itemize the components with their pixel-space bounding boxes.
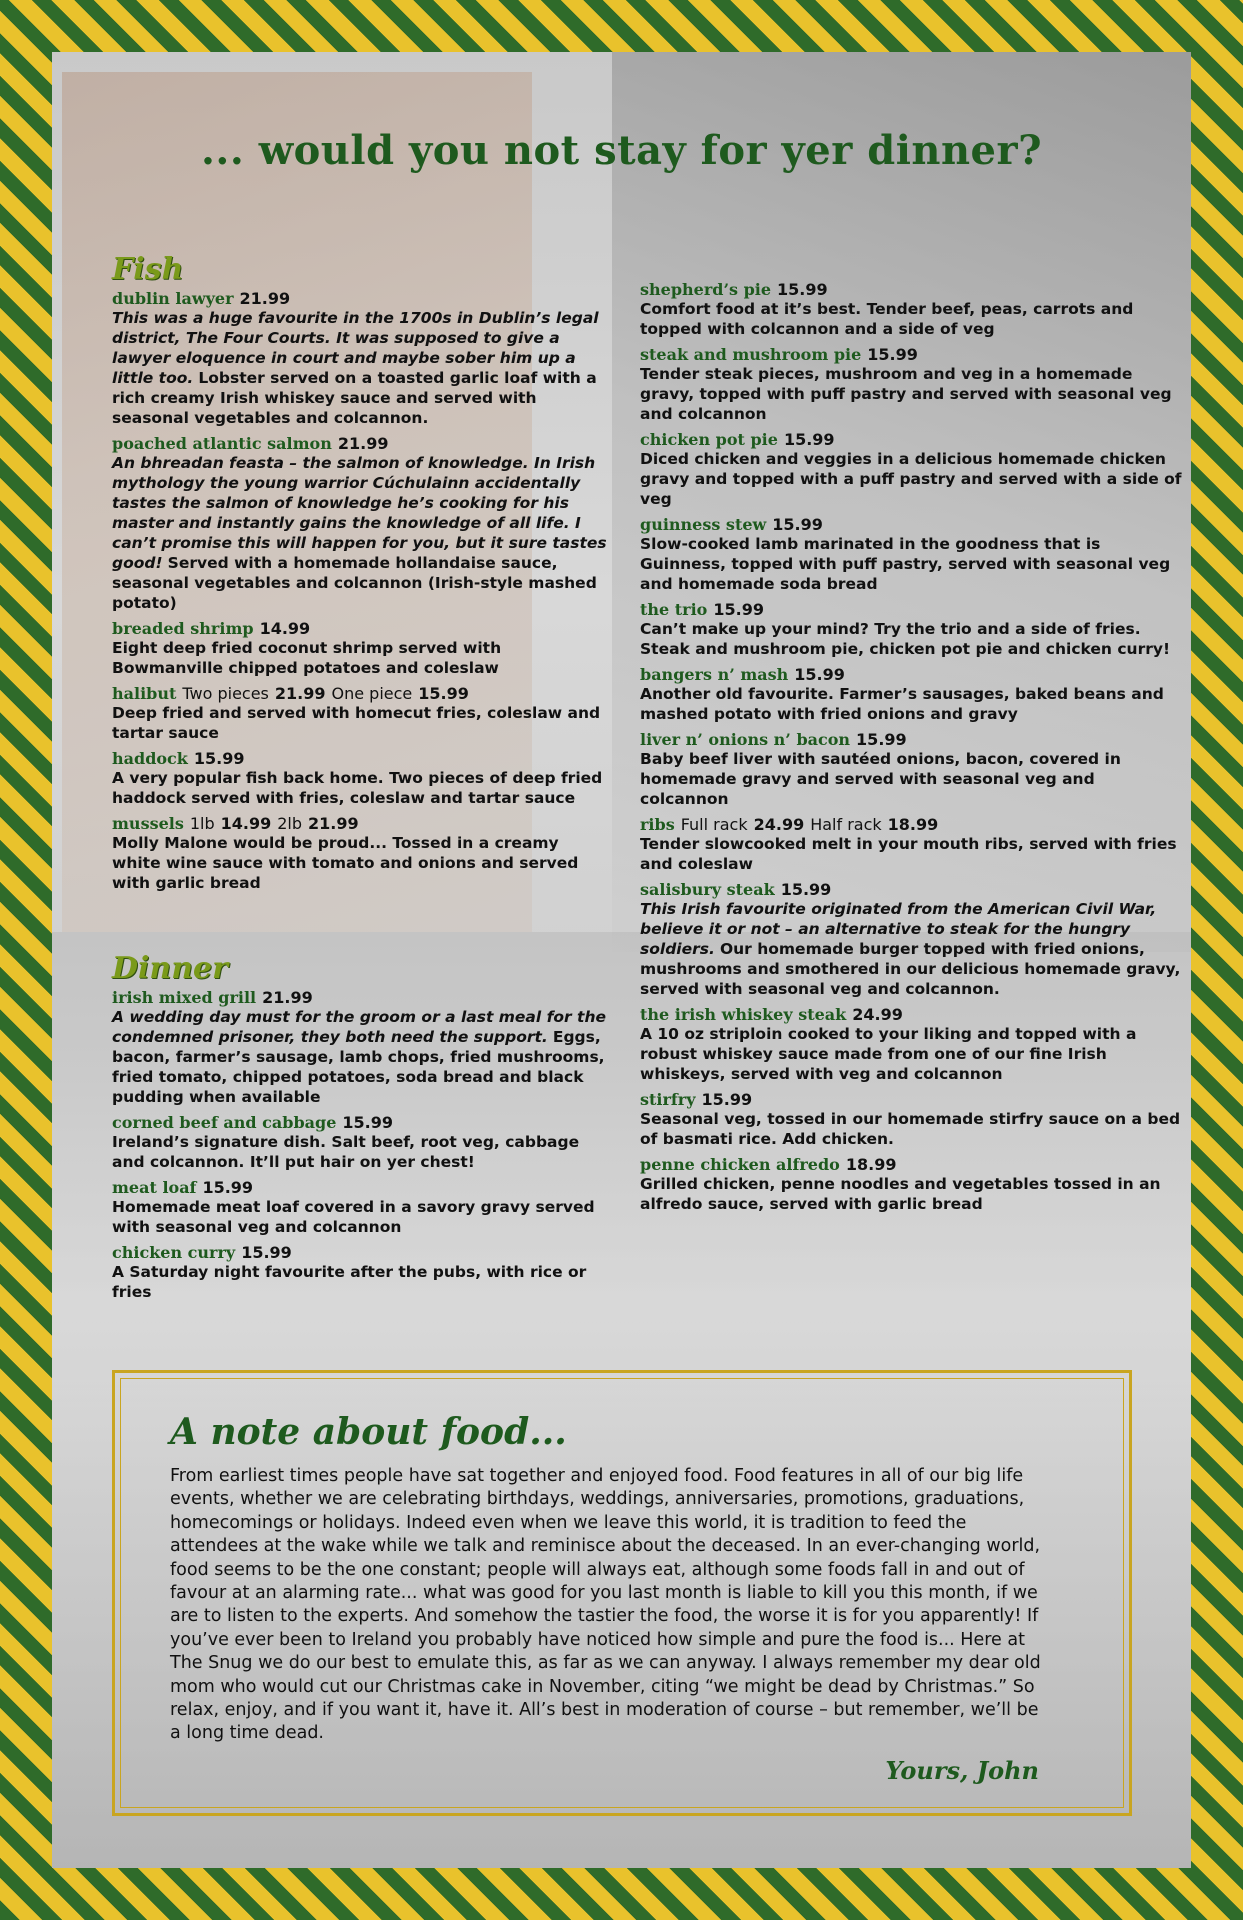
note-signature: Yours, John xyxy=(885,1756,1039,1785)
menu-item-story: A wedding day must for the groom or a last meal for the condemned prisoner, they both need the support. xyxy=(112,1008,606,1046)
menu-item-name: breaded shrimp xyxy=(112,619,254,638)
menu-item-price: 15.99 xyxy=(777,280,828,299)
menu-item-name: mussels xyxy=(112,814,184,833)
menu-item-name: guinness stew xyxy=(640,515,767,534)
menu-item-price: 15.99 xyxy=(856,730,907,749)
fish-list xyxy=(112,289,612,893)
menu-item-name: salisbury steak xyxy=(640,880,775,899)
menu-item-name: haddock xyxy=(112,749,188,768)
menu-item-name: ribs xyxy=(640,815,675,834)
menu-item-description: Eggs, bacon, farmer’s sausage, lamb chops, fried mushrooms, fried tomato, chipped potatoes, soda bread and black pudding when available xyxy=(112,1028,605,1106)
menu-item-option: Two pieces xyxy=(182,684,269,703)
menu-item-name: shepherd’s pie xyxy=(640,280,772,299)
menu-item xyxy=(640,1005,1185,1084)
menu-item-description: Our homemade burger topped with fried onions, mushrooms and smothered in our delicious homemade gravy, served with seasonal veg and colcannon. xyxy=(640,940,1181,998)
menu-item-description: A very popular fish back home. Two pieces of deep fried haddock served with fries, coleslaw and tartar sauce xyxy=(112,769,603,807)
note-body: From earliest times people have sat together and enjoyed food. Food features in all of our big life events, whether we are celebrating birthdays, weddings, anniversaries, promotions, graduations, homecomings or holidays. Indeed even when we leave this world, it is tradition to feed the attendees at the wake while we talk and reminisce about the deceased. In an ever-changing world, food seems to be the one constant; people will always eat, although some foods fall in and out of favour at an alarming rate... what was good for you last month is liable to kill you this month, if we are to listen to the experts. And somehow the tastier the food, the worse it is for you apparently! If you’ve ever been to Ireland you probably have noticed how simple and pure the food is... Here at The Snug we do our best to emulate this, as far as we can anyway. I always remember my dear old mom who would cut our Christmas cake in November, citing “we might be dead by Christmas.” So relax, enjoy, and if you want it, have it. All’s best in moderation of course – but remember, we’ll be a long time dead. xyxy=(170,1466,1041,1744)
menu-item-price: 15.99 xyxy=(783,430,835,449)
menu-item-name: corned beef and cabbage xyxy=(112,1113,337,1132)
menu-item-price: 21.99 xyxy=(274,684,326,703)
menu-item-story: This was a huge favourite in the 1700s in Dublin’s legal district, The Four Courts. It was supposed to give a lawyer eloquence in court and maybe sober him up a little too. xyxy=(112,309,599,387)
menu-item xyxy=(112,988,612,1107)
menu-item-name: the trio xyxy=(640,600,708,619)
menu-item-description: Can’t make up your mind? Try the trio and a side of fries. Steak and mushroom pie, chicken pot pie and chicken curry! xyxy=(640,620,1171,658)
fish-section-title: Fish xyxy=(112,252,184,287)
menu-item-description: Diced chicken and veggies in a delicious homemade chicken gravy and topped with a puff pastry and served with a side of veg xyxy=(640,450,1182,508)
menu-item-name: dublin lawyer xyxy=(112,289,234,308)
menu-item-description: Another old favourite. Farmer’s sausages, baked beans and mashed potato with fried onions and gravy xyxy=(640,685,1164,723)
menu-item-description: Seasonal veg, tossed in our homemade stirfry sauce on a bed of basmati rice. Add chicken. xyxy=(640,1110,1181,1148)
menu-item-description: Homemade meat loaf covered in a savory gravy served with seasonal veg and colcannon xyxy=(112,1198,595,1236)
menu-item xyxy=(112,619,612,678)
menu-item xyxy=(112,749,612,808)
menu-item-description: Baby beef liver with sautéed onions, bacon, covered in homemade gravy and served with seasonal veg and colcannon xyxy=(640,750,1121,808)
menu-item-description: Ireland’s signature dish. Salt beef, root veg, cabbage and colcannon. It’ll put hair on yer chest! xyxy=(112,1133,580,1171)
menu-item-description: A Saturday night favourite after the pubs, with rice or fries xyxy=(112,1263,587,1301)
menu-item xyxy=(112,814,612,893)
menu-item-price: 24.99 xyxy=(753,815,805,834)
menu-item-description: Eight deep fried coconut shrimp served with Bowmanville chipped potatoes and coleslaw xyxy=(112,639,502,677)
menu-item xyxy=(112,434,612,613)
menu-item xyxy=(640,880,1185,999)
menu-item xyxy=(640,730,1185,809)
menu-item-price: 15.99 xyxy=(772,515,823,534)
menu-item-name: steak and mushroom pie xyxy=(640,345,862,364)
menu-item-name: chicken pot pie xyxy=(640,430,778,449)
menu-item-price: 15.99 xyxy=(193,749,245,768)
menu-item-option: 2lb xyxy=(277,814,303,833)
menu-item-description: Molly Malone would be proud... Tossed in a creamy white wine sauce with tomato and onions and served with garlic bread xyxy=(112,834,579,892)
menu-item-price: 15.99 xyxy=(780,880,832,899)
menu-item xyxy=(640,815,1185,874)
menu-item-price: 21.99 xyxy=(262,988,313,1007)
menu-item xyxy=(112,289,612,428)
right-list xyxy=(640,280,1185,1214)
menu-item-price: 21.99 xyxy=(239,289,291,308)
menu-item-name: stirfry xyxy=(640,1090,696,1109)
menu-item-option: 1lb xyxy=(189,814,215,833)
menu-item xyxy=(112,1178,612,1237)
menu-item xyxy=(112,1243,612,1302)
menu-item xyxy=(112,684,612,743)
menu-item-name: bangers n’ mash xyxy=(640,665,789,684)
menu-item-price: 18.99 xyxy=(887,815,939,834)
menu-item-price: 24.99 xyxy=(852,1005,903,1024)
menu-item-description: Tender slowcooked melt in your mouth ribs, served with fries and coleslaw xyxy=(640,835,1177,873)
menu-item-price: 15.99 xyxy=(867,345,918,364)
menu-item xyxy=(640,665,1185,724)
menu-item-description: Comfort food at it’s best. Tender beef, peas, carrots and topped with colcannon and a side of veg xyxy=(640,300,1134,338)
menu-item-story: An bhreadan feasta – the salmon of knowledge. In Irish mythology the young warrior Cúchulainn accidentally tastes the salmon of knowledge he’s cooking for his master and instantly gains the knowledge of all life. I can’t promise this will happen for you, but it sure tastes good! xyxy=(112,454,607,572)
page-heading: ... would you not stay for yer dinner? xyxy=(200,127,1043,174)
menu-item-price: 15.99 xyxy=(342,1113,393,1132)
menu-item-description: Served with a homemade hollandaise sauce, seasonal vegetables and colcannon (Irish-style mashed potato) xyxy=(112,554,597,612)
menu-item-price: 15.99 xyxy=(241,1243,292,1262)
menu-item xyxy=(640,430,1185,509)
right-column xyxy=(640,280,1185,1220)
menu-item-name: chicken curry xyxy=(112,1243,236,1262)
note-title: A note about food... xyxy=(170,1411,567,1453)
menu-item-name: the irish whiskey steak xyxy=(640,1005,847,1024)
menu-item xyxy=(640,600,1185,659)
menu-item-description: Deep fried and served with homecut fries, coleslaw and tartar sauce xyxy=(112,704,601,742)
menu-item-price: 15.99 xyxy=(713,600,764,619)
menu-item-price: 14.99 xyxy=(259,619,311,638)
menu-item xyxy=(640,1155,1185,1214)
menu-item-price: 14.99 xyxy=(220,814,272,833)
menu-item-price: 21.99 xyxy=(337,434,389,453)
menu-item xyxy=(640,515,1185,594)
menu-item-option: Full rack xyxy=(680,815,748,834)
menu-item-story: This Irish favourite originated from the American Civil War, believe it or not – an alternative to steak for the hungry soldiers. xyxy=(640,900,1157,958)
menu-item-price: 15.99 xyxy=(701,1090,753,1109)
menu-item-option: One piece xyxy=(331,684,413,703)
menu-item xyxy=(112,1113,612,1172)
menu-item-description: Slow-cooked lamb marinated in the goodness that is Guinness, topped with puff pastry, served with seasonal veg and homemade soda bread xyxy=(640,535,1171,593)
menu-item-name: liver n’ onions n’ bacon xyxy=(640,730,851,749)
menu-item-price: 15.99 xyxy=(202,1178,254,1197)
menu-item-option: Half rack xyxy=(810,815,882,834)
menu-item-price: 15.99 xyxy=(794,665,845,684)
dinner-list xyxy=(112,988,612,1302)
menu-item-name: poached atlantic salmon xyxy=(112,434,332,453)
menu-item-name: penne chicken alfredo xyxy=(640,1155,840,1174)
menu-item xyxy=(640,1090,1185,1149)
menu-item-name: meat loaf xyxy=(112,1178,197,1197)
left-column xyxy=(112,252,612,1308)
menu-item-name: halibut xyxy=(112,684,177,703)
menu-item xyxy=(640,345,1185,424)
menu-item-description: Lobster served on a toasted garlic loaf with a rich creamy Irish whiskey sauce and served with seasonal vegetables and colcannon. xyxy=(112,369,597,427)
menu-item-description: Tender steak pieces, mushroom and veg in a homemade gravy, topped with puff pastry and served with seasonal veg and colcannon xyxy=(640,365,1172,423)
menu-item-description: A 10 oz striploin cooked to your liking and topped with a robust whiskey sauce made from one of our fine Irish whiskeys, served with veg and colcannon xyxy=(640,1025,1137,1083)
menu-background xyxy=(52,52,1191,1868)
menu-item-name: irish mixed grill xyxy=(112,988,257,1007)
menu-item-description: Grilled chicken, penne noodles and vegetables tossed in an alfredo sauce, served with garlic bread xyxy=(640,1175,1161,1213)
menu-item xyxy=(640,280,1185,339)
menu-item-price: 18.99 xyxy=(845,1155,897,1174)
menu-item-price: 15.99 xyxy=(418,684,469,703)
menu-item-price: 21.99 xyxy=(308,814,359,833)
note-box xyxy=(112,1370,1132,1816)
dinner-section-title: Dinner xyxy=(112,951,228,986)
